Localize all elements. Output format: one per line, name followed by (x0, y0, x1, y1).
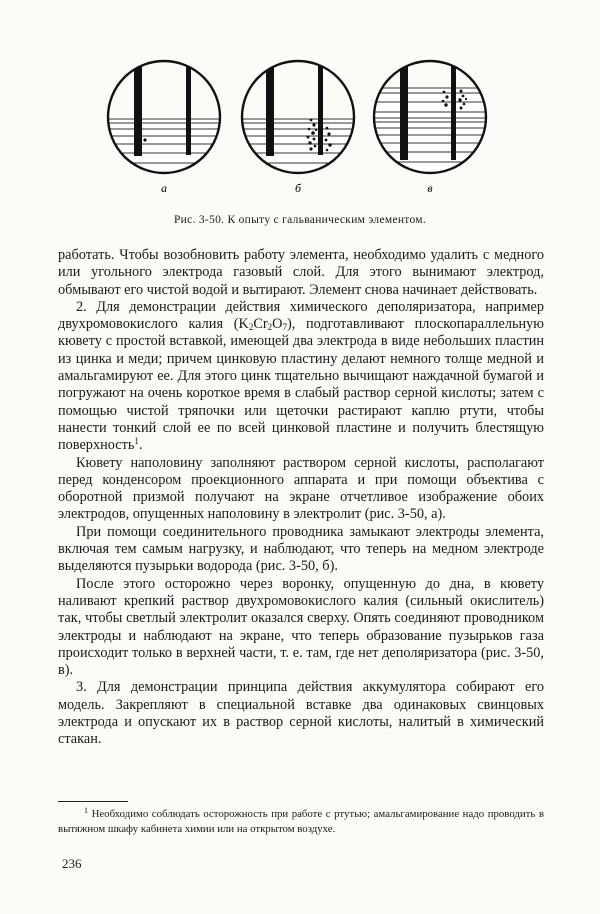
panel-c (370, 56, 500, 195)
paragraph-1: работать. Чтобы возобновить работу элемента, необходимо удалить с медного или угольного электрода газовый слой. Для этого вынимают электрод, обмывают его чистой водой и вытирают. Элемент снова начинает действовать. (58, 247, 544, 298)
paragraph-2: 2. Для демонстрации действия химического деполяризатора, например двухромовокислого калия $(K_2Cr_2O_7)$, подготавливают плоскопараллельную кювету с простой вставкой, имеющей два электрода в виде небольших пластин из цинка и меди; причем цинковую пластину делают немного толще медной и амальгамируют ее. Для этого цинк тщательно вычищают наждачной бумагой и погружают на очень короткое время в слабый раствор серной кислоты; затем с помощью чистой тряпочки или щеточки растирают каплю ртути, чтобы нанести тонкий слой ее по всей цинковой пластине и получить блестящую поверхность$^1$. (58, 298, 544, 454)
panel-label-c: в (427, 181, 433, 195)
footnote-ref[interactable]: 1 (134, 436, 139, 447)
body-text (58, 247, 544, 749)
paragraph-5: После этого осторожно через воронку, опущенную до дна, в кювету наливают крепкий раствор двухромовокислого калия (сильный окислитель) так, чтобы светлый электролит оказался сверху. Опять соединяют проводником электроды и наблюдают на экране, что теперь образование пузырьков газа происходит только в верхней части, т. е. там, где нет деполяризатора (рис. 3-50, в). (58, 575, 544, 679)
footnote (58, 807, 544, 836)
footnote-rule (58, 801, 128, 802)
figure-3-50 (0, 0, 600, 240)
electrode-zinc (134, 56, 142, 156)
panel-label-a: а (161, 181, 167, 195)
panel-b (235, 56, 365, 195)
panel-a (100, 56, 230, 195)
electrode-copper (186, 60, 191, 155)
page-number: 236 (62, 856, 82, 871)
footnote-text: Необходимо соблюдать осторожность при работе с ртутью; амальгамирование надо проводить в вытяжном шкафу кабинета химии или на открытом воздухе. (58, 808, 544, 835)
paragraph-4: При помощи соединительного проводника замыкают электроды элемента, включая тем самым нагрузку, и наблюдают, что теперь на медном электроде выделяются пузырьки водорода (рис. 3-50, б). (58, 523, 544, 575)
figure-caption: Рис. 3-50. К опыту с гальваническим элементом. (173, 214, 427, 226)
panel-label-b: б (294, 181, 302, 195)
electrode-copper (318, 60, 323, 155)
footnote-mark: 1 (84, 806, 88, 815)
paragraph-3: Кювету наполовину заполняют раствором серной кислоты, располагают перед конденсором проекционного аппарата и при помощи объектива с оборотной призмой получают на экране отчетливое изображение обоих электродов, опущенных наполовину в электролит (рис. 3-50, а). (58, 454, 544, 523)
electrode-zinc (400, 56, 408, 160)
electrode-copper (451, 60, 456, 160)
paragraph-6: 3. Для демонстрации принципа действия аккумулятора собирают его модель. Закрепляют в специальной вставке два одинаковых свинцовых электрода и опускают их в раствор серной кислоты, налитый в химический стакан. (58, 679, 544, 748)
